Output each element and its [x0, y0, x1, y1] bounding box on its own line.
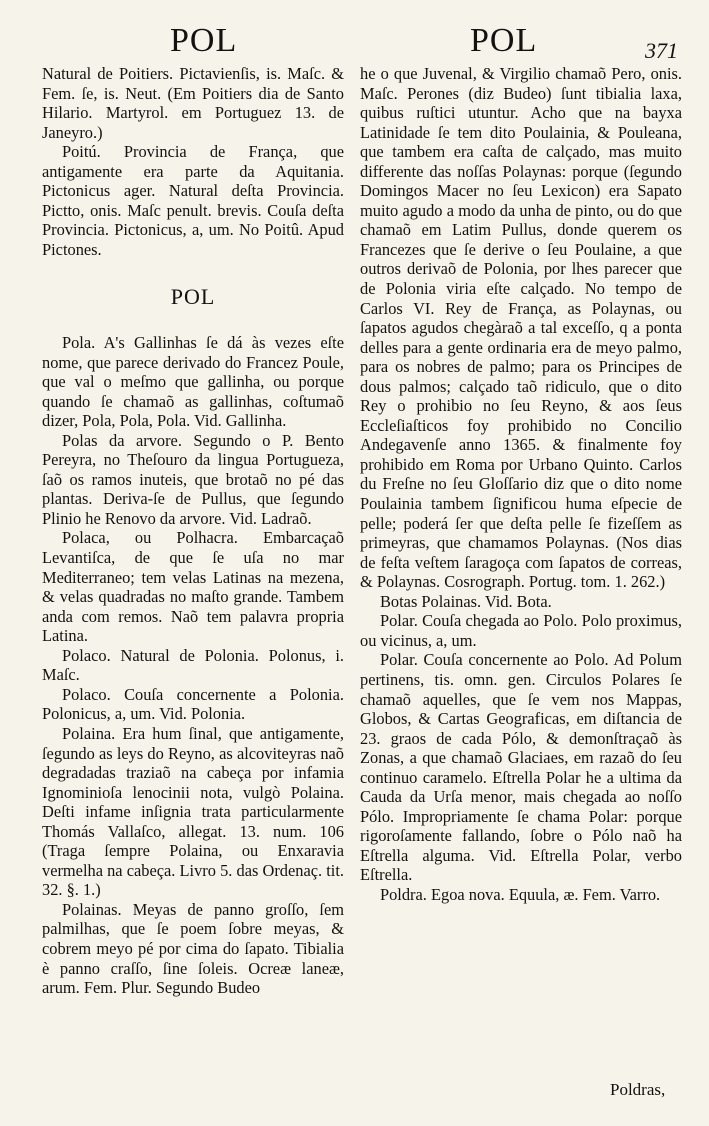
entry-paragraph: Natural de Poitiers. Pictavienſis, is. Maſc. & Fem. ſe, is. Neut. (Em Poitiers dia de Santo Hilario. Martyrol. em Portuguez 13. de Janeyro.)	[42, 64, 344, 142]
entry-paragraph: Poitú. Provincia de França, que antigamente era parte da Aquitania. Pictonicus ager. Natural deſta Provincia. Pictto, onis. Maſc penult. brevis. Couſa deſta Provincia. Pictonicus, a, um. No Poitû. Apud Pictones.	[42, 142, 344, 259]
entry-paragraph: Polaco. Natural de Polonia. Polonus, i. Maſc.	[42, 645, 344, 685]
entry-paragraph: Pola. A's Gallinhas ſe dá às vezes eſte nome, que parece derivado do Francez Poule, que val o meſmo que gallinha, ou porque quando ſe chamaõ as gallinhas, coſtumaõ dizer, Pola, Pola, Pola. Vid. Gallinha.	[42, 333, 344, 431]
right-column	[360, 64, 682, 905]
running-head-left: POL	[170, 22, 238, 59]
entry-paragraph: Poldra. Egoa nova. Equula, æ. Fem. Varro.	[380, 884, 661, 904]
entry-paragraph: Botas Polainas. Vid. Bota.	[380, 591, 552, 611]
entry-paragraph: he o que Juvenal, & Virgilio chamaõ Pero, onis. Maſc. Perones (diz Budeo) ſunt tibialia laxa, quibus ruſtici utuntur. Acho que na bayxa Latinidade ſe tem dito Poulainia, & Pouleana, que tambem era caſta de calçado, mas muito differente das noſſas Polaynas: porque (ſegundo Domingos Macer no ſeu Lexicon) era Sapato muito agudo a modo da unha de pinto, ou do que chamaõ em Latim Pullus, donde querem os Francezes que ſe derive o ſeu Poulaine, a que outros derivaõ de Polonia, por lhes parecer que de Polonia viria eſte calçado. No tempo de Carlos VI. Rey de França, as Polaynas, ou ſapatos agudos chegàraõ a tal exceſſo, q a ponta delles para a gente ordinaria era de meyo palmo, para os nobres de palmo; para os Principes de dous palmos; calçado taõ ridiculo, que o dito Rey o prohibio no ſeu Reyno, & aos ſeus Eccleſiaſticos foy prohibido no Concilio Andegavenſe anno 1365. & finalmente foy prohibido em Roma por Urbano Quinto. Carlos du Freſne no ſeu Gloſſario diz que o dito nome Poulainia tambem ſignificou huma eſpecie de pelle; poderá ſer que deſta pelle ſe fizeſſem as primeyras, que chamamos Polaynas. (Nos dias de feſta veſtem ſaragoça com ſapatos de correas, & Polaynas. Cosrograph. Portug. tom. 1. 262.)	[360, 64, 682, 592]
entry-paragraph: Polaina. Era hum ſinal, que antigamente, ſegundo as leys do Reyno, as alcoviteyras naõ degradadas traziaõ na cabeça por infamia Ignominioſa lenocinii nota, vulgò Polaina. Deſti infame inſignia trata particularmente Thomás Vallaſco, allegat. 13. num. 106 (Traga ſempre Polaina, ou Enxaravia vermelha na cabeça. Livro 5. das Ordenaç. tit. 32. §. 1.)	[42, 723, 344, 900]
entry-paragraph: Polas da arvore. Segundo o P. Bento Pereyra, no Theſouro da lingua Portugueza, ſaõ os ramos inuteis, que brotaõ no pé das plantas. Deriva-ſe de Pullus, que ſegundo Plinio he Renovo da arvore. Vid. Ladraõ.	[42, 430, 344, 528]
catchword: Poldras,	[610, 1080, 666, 1099]
left-column	[42, 64, 344, 998]
running-head-right: POL	[470, 22, 538, 59]
entry-paragraph: Polar. Couſa chegada ao Polo. Polo proximus, ou vicinus, a, um.	[360, 611, 682, 650]
entry-paragraph: Polaca, ou Polhacra. Embarcaçaõ Levantiſca, de que ſe uſa no mar Mediterraneo; tem velas Latinas na mezena, & velas quadradas no maſto grande. Tambem anda com remos. Naõ tem palavra propria Latina.	[42, 528, 344, 646]
page-number: 371	[645, 38, 678, 63]
entry-paragraph: Polainas. Meyas de panno groſſo, ſem palmilhas, que ſe poem ſobre meyas, & cobrem meyo pé por cima do ſapato. Tibialia è panno craſſo, ſine ſoleis. Ocreæ laneæ, arum. Fem. Plur. Segundo Budeo	[42, 899, 344, 998]
entry-paragraph: Polar. Couſa concernente ao Polo. Ad Polum pertinens, tis. omn. gen. Circulos Polares ſe chamaõ aquelles, que ſe vem nos Mappas, Globos, & Cartas Geograficas, em diſtancia de 23. graos de cada Pólo, & demonſtraçaõ às Zonas, a que chamaõ Glaciaes, em razaõ do ſeu continuo caramelo. Eſtrella Polar he a ultima da Cauda da Urſa menor, mais chegada ao noſſo Pólo. Impropriamente ſe chama Polar: porque rigoroſamente fallando, ſobre o Pólo naõ ha Eſtrella alguma. Vid. Eſtrella Polar, verbo Eſtrella.	[360, 650, 682, 885]
section-heading: POL	[170, 284, 216, 310]
entry-paragraph: Polaco. Couſa concernente a Polonia. Polonicus, a, um. Vid. Polonia.	[42, 684, 344, 724]
